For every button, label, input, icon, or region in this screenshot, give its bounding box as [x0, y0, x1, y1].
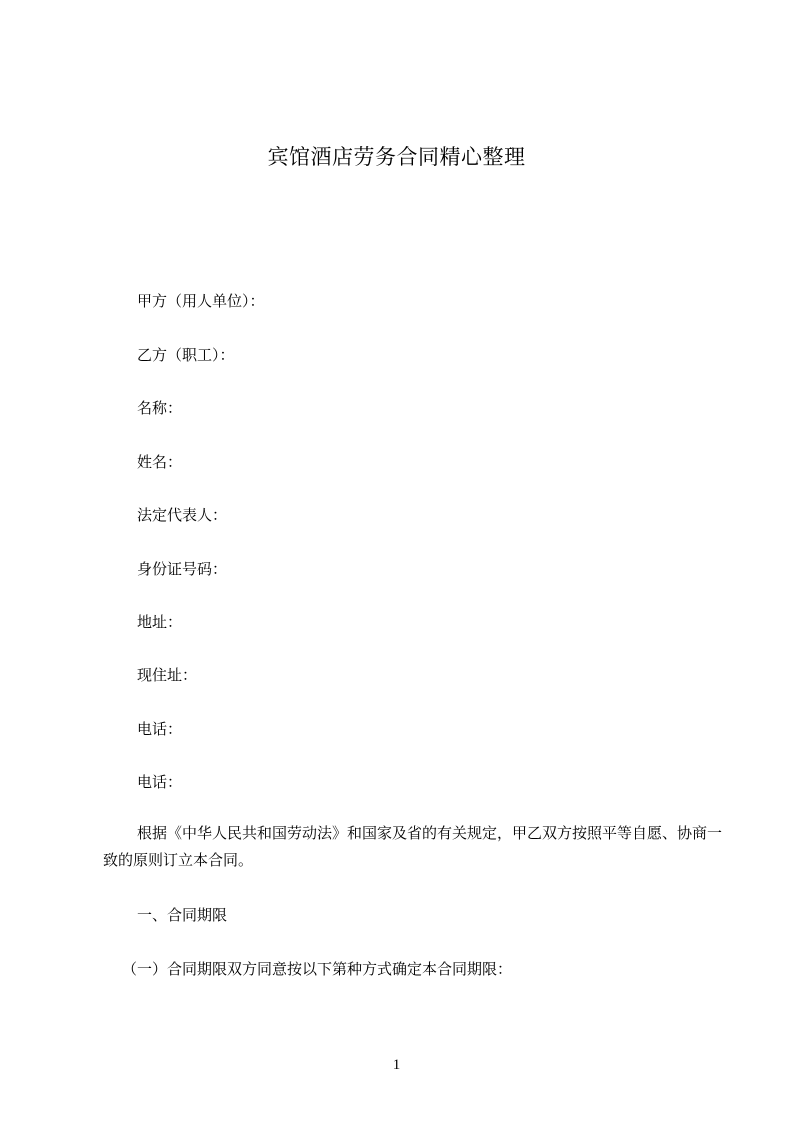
- page-number: 1: [392, 1057, 401, 1073]
- field-name-company: 名称：: [137, 399, 183, 417]
- field-party-b: 乙方（职工）：: [137, 346, 235, 364]
- section-1-item-1: （一）合同期限双方同意按以下第种方式确定本合同期限：: [122, 960, 513, 978]
- field-id-number: 身份证号码：: [137, 560, 228, 578]
- field-phone-a: 电话：: [137, 720, 183, 738]
- intro-paragraph: [103, 820, 723, 874]
- field-name-person: 姓名：: [137, 453, 183, 471]
- field-legal-representative: 法定代表人：: [137, 506, 228, 524]
- field-address: 地址：: [137, 613, 183, 631]
- intro-paragraph-text: 根据《中华人民共和国劳动法》和国家及省的有关规定，甲乙双方按照平等自愿、协商一致的原则订立本合同。: [103, 824, 723, 869]
- field-party-a: 甲方（用人单位）：: [137, 292, 265, 310]
- document-title: 宾馆酒店劳务合同精心整理: [267, 145, 526, 169]
- section-1-heading: 一、合同期限: [137, 906, 228, 924]
- field-phone-b: 电话：: [137, 773, 183, 791]
- field-current-address: 现住址：: [137, 666, 198, 684]
